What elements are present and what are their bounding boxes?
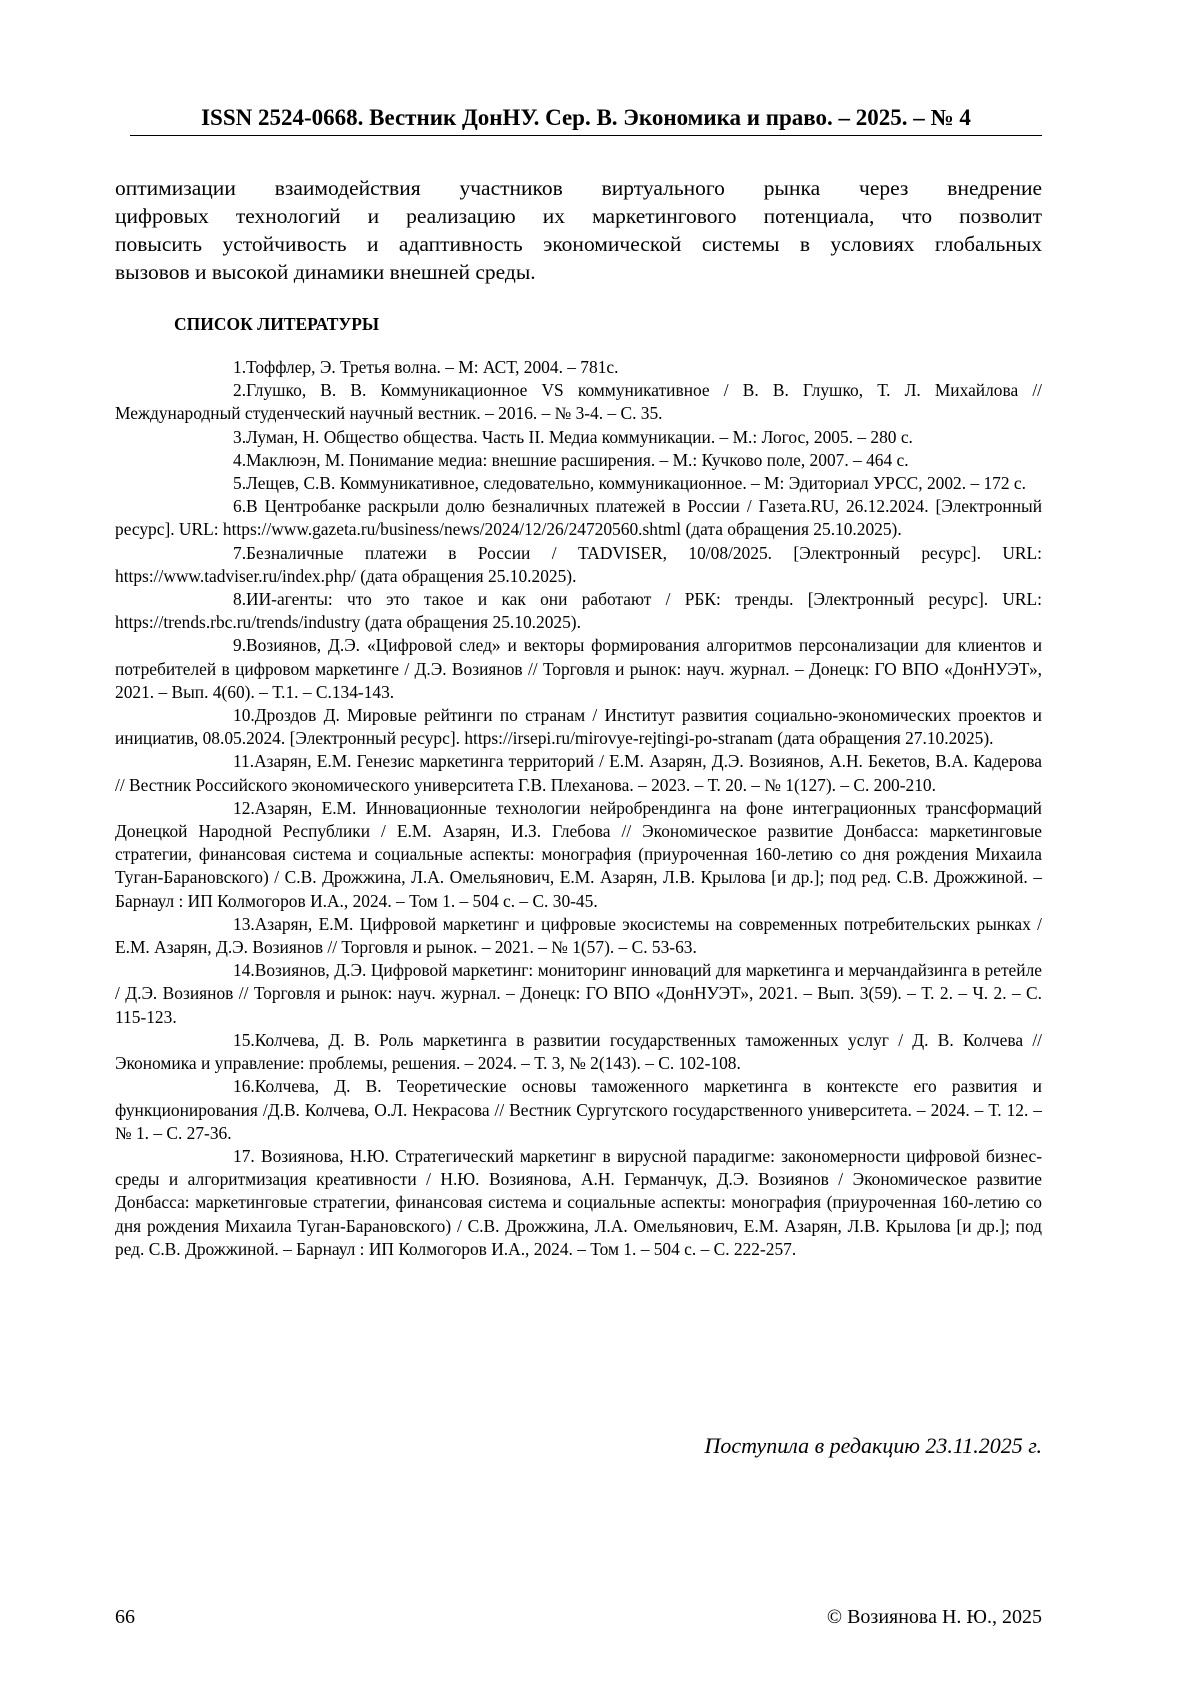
references-list <box>115 356 1042 1261</box>
reference-text: Дроздов Д. Мировые рейтинги по странам / Институт развития социально-экономических проектов и инициатив, 08.05.2024. [Электронный ресурс]. https://irsepi.ru/mirovye-rejtingi-po-stranam (дата обращения 27.10.2025). <box>115 705 1042 749</box>
reference-text: Лещев, С.В. Коммуникативное, следовательно, коммуникационное. – М: Эдиториал УРСС, 2002. – 172 с. <box>246 473 1026 494</box>
reference-number: 12. <box>233 797 255 818</box>
reference-item <box>115 495 1042 541</box>
reference-number: 1. <box>233 357 247 377</box>
reference-text: В Центробанке раскрыли долю безналичных платежей в России / Газета.RU, 26.12.2024. [Электронный ресурс]. URL: https://www.gazeta.ru/business/news/2024/12/26/24720560.shtml (дата обращения 25.10.2025). <box>115 496 1042 540</box>
reference-number: 9. <box>233 635 247 656</box>
references-heading: СПИСОК ЛИТЕРАТУРЫ <box>174 314 380 334</box>
reference-text: Глушко, В. В. Коммуникационное VS коммуникативное / В. В. Глушко, Т. Л. Михайлова // Международный студенческий научный вестник. – 2016. – № 3-4. – С. 35. <box>115 380 1042 424</box>
reference-number: 15. <box>233 1029 255 1050</box>
reference-item <box>115 1029 1042 1075</box>
reference-number: 6. <box>233 496 247 517</box>
reference-text: ИИ-агенты: что это такое и как они работают / РБК: тренды. [Электронный ресурс]. URL: https://trends.rbc.ru/trends/industry (дата обращения 25.10.2025). <box>115 589 1042 633</box>
reference-number: 16. <box>233 1076 255 1097</box>
reference-text: Безналичные платежи в России / TADVISER, 10/08/2025. [Электронный ресурс]. URL: https://www.tadviser.ru/index.php/ (дата обращения 25.10.2025). <box>115 542 1042 586</box>
reference-item <box>115 356 1042 379</box>
running-header: ISSN 2524-0668. Вестник ДонНУ. Сер. В. Экономика и право. – 2025. – № 4 <box>201 105 971 130</box>
reference-item <box>115 379 1042 425</box>
reference-text: Азарян, Е.М. Инновационные технологии нейробрендинга на фоне интеграционных трансформаций Донецкой Народной Республики / Е.М. Азарян, И.З. Глебова // Экономическое развитие Донбасса: маркетинговые стратегии, финансовая система и социальные аспекты: монография (приуроченная 160-летию со дня рождения Михаила Туган-Барановского) / С.В. Дрожжина, Л.А. Омельянович, Е.М. Азарян, Л.В. Крылова [и др.]; под ред. С.В. Дрожжиной. – Барнаул : ИП Колмогоров И.А., 2024. – Том 1. – 504 с. – С. 30-45. <box>115 797 1042 911</box>
reference-number: 7. <box>233 542 247 563</box>
reference-item <box>115 634 1042 704</box>
reference-item <box>115 913 1042 959</box>
reference-item <box>115 750 1042 796</box>
header-divider <box>130 135 1042 136</box>
reference-text: Возиянов, Д.Э. «Цифровой след» и векторы формирования алгоритмов персонализации для клиентов и потребителей в цифровом маркетинге / Д.Э. Возиянов // Торговля и рынок: науч. журнал. – Донецк: ГО ВПО «ДонНУЭТ», 2021. – Вып. 4(60). – Т.1. – С.134-143. <box>115 635 1042 702</box>
reference-number: 4. <box>233 449 247 470</box>
reference-item <box>115 704 1042 750</box>
reference-text: Маклюэн, М. Понимание медиа: внешние расширения. – М.: Кучково поле, 2007. – 464 с. <box>246 449 909 470</box>
reference-text: Возиянова, Н.Ю. Стратегический маркетинг в вирусной парадигме: закономерности цифровой бизнес-среды и алгоритмизация креативности / Н.Ю. Возиянова, А.Н. Германчук, Д.Э. Возиянов / Экономическое развитие Донбасса: маркетинговые стратегии, финансовая система и социальные аспекты: монография (приуроченная 160-летию со дня рождения Михаила Туган-Барановского) / С.В. Дрожжина, Л.А. Омельянович, Е.М. Азарян, Л.В. Крылова [и др.]; под ред. С.В. Дрожжиной. – Барнаул : ИП Колмогоров И.А., 2024. – Том 1. – 504 с. – С. 222-257. <box>115 1145 1042 1259</box>
intro-line: вызовов и высокой динамики внешней среды. <box>115 260 536 284</box>
reference-text: Колчева, Д. В. Теоретические основы таможенного маркетинга в контексте его развития и функционирования /Д.В. Колчева, О.Л. Некрасова // Вестник Сургутского государственного университета. – 2024. – Т. 12. – № 1. – С. 27-36. <box>115 1076 1042 1143</box>
reference-number: 14. <box>233 960 255 981</box>
received-date-note: Поступила в редакцию 23.11.2025 г. <box>704 1433 1042 1458</box>
reference-item <box>115 588 1042 634</box>
reference-text: Азарян, Е.М. Генезис маркетинга территорий / Е.М. Азарян, Д.Э. Возиянов, А.Н. Бекетов, В.А. Кадерова // Вестник Российского экономического университета Г.В. Плеханова. – 2023. – Т. 20. – № 1(127). – С. 200-210. <box>115 751 1042 795</box>
reference-item <box>115 426 1042 449</box>
reference-item <box>115 797 1042 913</box>
reference-number: 11. <box>233 751 255 772</box>
reference-item <box>115 1075 1042 1145</box>
reference-text: Колчева, Д. В. Роль маркетинга в развитии государственных таможенных услуг / Д. В. Колчева // Экономика и управление: проблемы, решения. – 2024. – Т. 3, № 2(143). – С. 102-108. <box>115 1029 1042 1074</box>
reference-item <box>115 959 1042 1029</box>
reference-number: 8. <box>233 589 247 610</box>
reference-number: 13. <box>233 913 255 934</box>
copyright-notice: © Возиянова Н. Ю., 2025 <box>826 1606 1042 1628</box>
reference-text: Луман, Н. Общество общества. Часть II. Медиа коммуникации. – М.: Логос, 2005. – 280 с. <box>246 426 913 447</box>
intro-line: повысить устойчивость и адаптивность экономической системы в условиях глобальных <box>115 232 1042 256</box>
reference-text: Тоффлер, Э. Третья волна. – М: АСТ, 2004. – 781с. <box>246 357 619 377</box>
intro-line: цифровых технологий и реализацию их маркетингового потенциала, что позволит <box>115 204 1042 228</box>
reference-item <box>115 472 1042 495</box>
reference-item <box>115 1145 1042 1261</box>
page-number: 66 <box>115 1606 135 1628</box>
intro-paragraph <box>115 174 1042 286</box>
reference-number: 10. <box>233 705 255 726</box>
reference-number: 5. <box>233 473 247 494</box>
reference-text: Возиянов, Д.Э. Цифровой маркетинг: мониторинг инноваций для маркетинга и мерчандайзинга в ретейле / Д.Э. Возиянов // Торговля и рынок: науч. журнал. – Донецк: ГО ВПО «ДонНУЭТ», 2021. – Вып. 3(59). – Т. 2. – Ч. 2. – С. 115-123. <box>115 960 1042 1027</box>
reference-item <box>115 449 1042 472</box>
intro-line: оптимизации взаимодействия участников виртуального рынка через внедрение <box>115 176 1042 200</box>
reference-number: 17. <box>233 1145 255 1166</box>
reference-number: 2. <box>233 380 247 401</box>
reference-item <box>115 542 1042 588</box>
reference-number: 3. <box>233 426 247 447</box>
reference-text: Азарян, Е.М. Цифровой маркетинг и цифровые экосистемы на современных потребительских рынках / Е.М. Азарян, Д.Э. Возиянов // Торговля и рынок. – 2021. – № 1(57). – С. 53-63. <box>115 913 1042 958</box>
